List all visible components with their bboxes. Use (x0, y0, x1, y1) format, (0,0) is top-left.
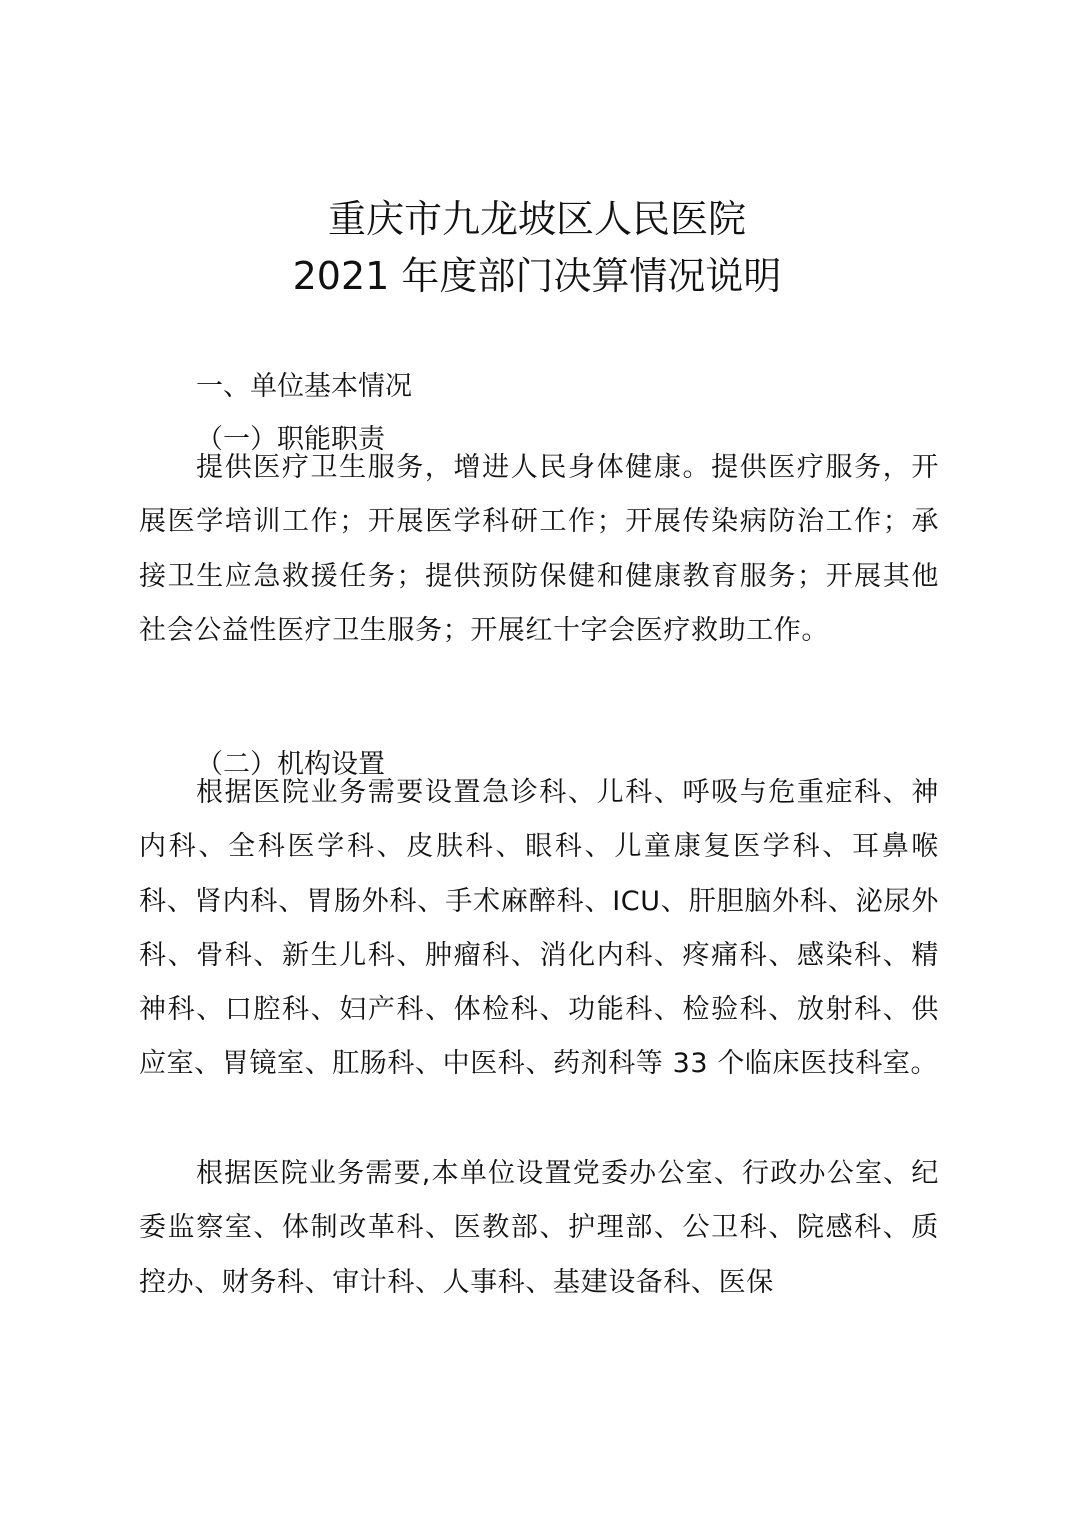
section-heading-basic-info: 一、单位基本情况 (196, 371, 412, 402)
paragraph-clinical-departments: 根据医院业务需要设置急诊科、儿科、呼吸与危重症科、神内科、全科医学科、皮肤科、眼科、儿童康复医学科、耳鼻喉科、肾内科、胃肠外科、手术麻醉科、ICU、肝胆脑外科、泌尿外科、骨科、新生儿科、肿瘤科、消化内科、疼痛科、感染科、精神科、口腔科、妇产科、体检科、功能科、检验科、放射科、供应室、胃镜室、肛肠科、中医科、药剂科等 33 个临床医技科室。 (139, 777, 939, 1080)
paragraph-functions: 提供医疗卫生服务，增进人民身体健康。提供医疗服务，开展医学培训工作；开展医学科研工作；开展传染病防治工作；承接卫生应急救援任务；提供预防保健和健康教育服务；开展其他社会公益性医疗卫生服务；开展红十字会医疗救助工作。 (139, 452, 939, 646)
subsection-heading-functions: （一）职能职责 (196, 424, 385, 455)
document-title-line2: 2021 年度部门决算情况说明 (292, 254, 782, 298)
paragraph-admin-departments: 根据医院业务需要,本单位设置党委办公室、行政办公室、纪委监察室、体制改革科、医教部、护理部、公卫科、院感科、质控办、财务科、审计科、人事科、基建设备科、医保 (139, 1158, 939, 1298)
document-title-line1: 重庆市九龙坡区人民医院 (327, 197, 746, 241)
subsection-heading-organization: （二）机构设置 (196, 749, 385, 780)
